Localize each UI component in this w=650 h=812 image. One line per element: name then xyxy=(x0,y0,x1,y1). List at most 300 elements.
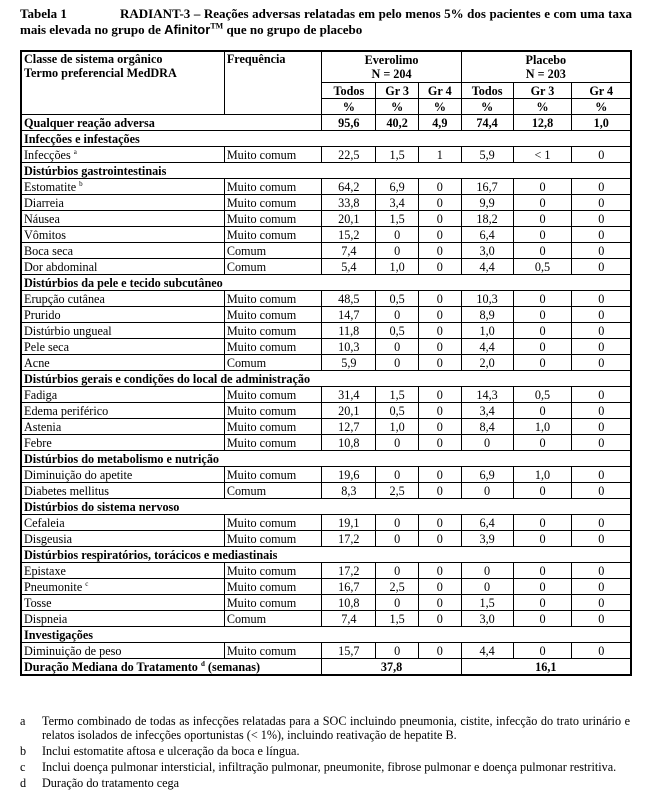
value-cell: 1,5 xyxy=(376,611,419,627)
value-cell: 14,3 xyxy=(461,387,513,403)
table-row xyxy=(21,211,631,227)
term-cell xyxy=(21,467,224,483)
any-reaction-value: 74,4 xyxy=(461,115,513,131)
value-cell: 0,5 xyxy=(376,291,419,307)
value-cell: 0 xyxy=(418,387,461,403)
caption-text-after: que no grupo de placebo xyxy=(223,22,363,37)
section-title: Distúrbios gastrointestinais xyxy=(21,163,631,179)
frequency-cell: Muito comum xyxy=(224,387,322,403)
value-cell: 0,5 xyxy=(513,387,572,403)
value-cell: 0 xyxy=(376,243,419,259)
any-reaction-row xyxy=(21,115,631,131)
caption-text-before: RADIANT-3 – Reações adversas relatadas em pelo menos 5% dos pacientes e com uma taxa mais elevada no grupo de xyxy=(20,6,632,37)
value-cell: 2,5 xyxy=(376,579,419,595)
value-cell: 0 xyxy=(513,307,572,323)
footnote-mark: c xyxy=(20,760,26,774)
header-sub-label: Todos xyxy=(322,83,376,99)
frequency-cell: Muito comum xyxy=(224,179,322,195)
value-cell: 12,7 xyxy=(322,419,376,435)
section-title: Distúrbios do sistema nervoso xyxy=(21,499,631,515)
value-cell: 19,1 xyxy=(322,515,376,531)
value-cell: 18,2 xyxy=(461,211,513,227)
term-cell xyxy=(21,211,224,227)
value-cell: 0 xyxy=(461,579,513,595)
value-cell: 0 xyxy=(418,243,461,259)
term-cell xyxy=(21,643,224,659)
table-row xyxy=(21,643,631,659)
value-cell: 1,0 xyxy=(513,467,572,483)
value-cell: 6,9 xyxy=(461,467,513,483)
term-cell xyxy=(21,339,224,355)
value-cell: 16,7 xyxy=(322,579,376,595)
footnote-text: Termo combinado de todas as infecções relatadas para a SOC incluindo pneumonia, cistite, infecção do trato urinário e relatos isolados de infecções oportunistas (< 1%), incluindo reativação de hepatite B. xyxy=(42,714,630,742)
table-row xyxy=(21,291,631,307)
duration-label: Duração Mediana do Tratamento xyxy=(24,659,198,674)
table-row xyxy=(21,483,631,499)
section-row xyxy=(21,547,631,563)
value-cell: 14,7 xyxy=(322,307,376,323)
footnote-mark: d xyxy=(20,776,27,790)
value-cell: 0 xyxy=(418,355,461,371)
footnote-text: Inclui doença pulmonar intersticial, infiltração pulmonar, pneumonite, fibrose pulmonar e doença pulmonar restritiva. xyxy=(42,760,617,774)
value-cell: 0,5 xyxy=(376,323,419,339)
value-cell: 0 xyxy=(572,515,631,531)
value-cell: 3,4 xyxy=(461,403,513,419)
value-cell: 3,0 xyxy=(461,611,513,627)
value-cell: 10,8 xyxy=(322,595,376,611)
table-row xyxy=(21,355,631,371)
frequency-cell: Muito comum xyxy=(224,579,322,595)
value-cell: 0 xyxy=(572,435,631,451)
header-sub-label: Gr 4 xyxy=(418,83,461,99)
frequency-cell: Comum xyxy=(224,483,322,499)
value-cell: 0 xyxy=(376,515,419,531)
value-cell: 20,1 xyxy=(322,211,376,227)
value-cell: 0 xyxy=(572,611,631,627)
value-cell: 0 xyxy=(461,435,513,451)
value-cell: 0 xyxy=(572,579,631,595)
value-cell: 0 xyxy=(418,563,461,579)
value-cell: 31,4 xyxy=(322,387,376,403)
any-reaction-value: 4,9 xyxy=(418,115,461,131)
value-cell: 0 xyxy=(376,227,419,243)
term-label: Febre xyxy=(24,435,52,450)
header-row-groups xyxy=(21,51,631,83)
frequency-cell: Muito comum xyxy=(224,435,322,451)
header-placebo-name: Placebo xyxy=(525,53,567,67)
term-label: Fadiga xyxy=(24,387,58,402)
value-cell: 0 xyxy=(572,467,631,483)
value-cell: 0 xyxy=(461,563,513,579)
value-cell: 0 xyxy=(513,403,572,419)
duration-everolimo: 37,8 xyxy=(322,659,461,676)
value-cell: 22,5 xyxy=(322,147,376,163)
table-row xyxy=(21,387,631,403)
term-cell xyxy=(21,323,224,339)
section-row xyxy=(21,627,631,643)
any-reaction-value: 40,2 xyxy=(376,115,419,131)
frequency-cell: Muito comum xyxy=(224,291,322,307)
frequency-cell: Muito comum xyxy=(224,147,322,163)
value-cell: 1,5 xyxy=(461,595,513,611)
section-title: Distúrbios do metabolismo e nutrição xyxy=(21,451,631,467)
frequency-cell: Comum xyxy=(224,259,322,275)
value-cell: 11,8 xyxy=(322,323,376,339)
value-cell: 0 xyxy=(376,643,419,659)
value-cell: 1,5 xyxy=(376,387,419,403)
value-cell: 0 xyxy=(572,339,631,355)
value-cell: 0 xyxy=(418,179,461,195)
value-cell: 0 xyxy=(376,595,419,611)
value-cell: 7,4 xyxy=(322,611,376,627)
value-cell: 0 xyxy=(418,483,461,499)
value-cell: 0 xyxy=(513,323,572,339)
duration-unit: (semanas) xyxy=(207,659,261,674)
term-label: Vômitos xyxy=(24,227,66,242)
value-cell: 19,6 xyxy=(322,467,376,483)
value-cell: 0 xyxy=(513,355,572,371)
value-cell: 10,8 xyxy=(322,435,376,451)
value-cell: 0 xyxy=(376,435,419,451)
value-cell: 33,8 xyxy=(322,195,376,211)
section-title: Distúrbios da pele e tecido subcutâneo xyxy=(21,275,631,291)
duration-placebo: 16,1 xyxy=(461,659,631,676)
term-label: Pele seca xyxy=(24,339,70,354)
value-cell: 0 xyxy=(418,211,461,227)
value-cell: 0 xyxy=(376,307,419,323)
header-frequency: Frequência xyxy=(224,51,322,115)
value-cell: 4,4 xyxy=(461,259,513,275)
footnote-text: Duração do tratamento cega xyxy=(42,776,180,790)
value-cell: 0 xyxy=(572,419,631,435)
value-cell: 0 xyxy=(513,563,572,579)
value-cell: 0 xyxy=(572,243,631,259)
caption-label: Tabela 1 xyxy=(20,6,67,21)
value-cell: 0 xyxy=(572,355,631,371)
table-row xyxy=(21,243,631,259)
term-cell xyxy=(21,195,224,211)
value-cell: 0 xyxy=(418,291,461,307)
value-cell: 0 xyxy=(418,227,461,243)
value-cell: 0 xyxy=(572,259,631,275)
value-cell: 0 xyxy=(418,259,461,275)
header-everolimo-name: Everolimo xyxy=(364,53,419,67)
term-cell xyxy=(21,307,224,323)
value-cell: 10,3 xyxy=(322,339,376,355)
table-row xyxy=(21,595,631,611)
section-title: Investigações xyxy=(21,627,631,643)
value-cell: 3,0 xyxy=(461,243,513,259)
value-cell: < 1 xyxy=(513,147,572,163)
term-cell xyxy=(21,259,224,275)
value-cell: 64,2 xyxy=(322,179,376,195)
value-cell: 0 xyxy=(513,643,572,659)
frequency-cell: Muito comum xyxy=(224,339,322,355)
header-sub-label: Gr 3 xyxy=(513,83,572,99)
section-row xyxy=(21,131,631,147)
term-label: Infecções xyxy=(24,147,71,162)
term-cell xyxy=(21,515,224,531)
value-cell: 0 xyxy=(572,179,631,195)
caption-brand-mark: TM xyxy=(210,21,224,31)
footnote xyxy=(20,776,630,790)
table-row xyxy=(21,339,631,355)
value-cell: 1,0 xyxy=(376,419,419,435)
value-cell: 0 xyxy=(572,595,631,611)
value-cell: 16,7 xyxy=(461,179,513,195)
value-cell: 48,5 xyxy=(322,291,376,307)
value-cell: 0 xyxy=(376,563,419,579)
term-label: Dispneia xyxy=(24,611,68,626)
footnote-mark: a xyxy=(20,714,26,728)
frequency-cell: Muito comum xyxy=(224,403,322,419)
table-row xyxy=(21,579,631,595)
value-cell: 6,4 xyxy=(461,515,513,531)
table-row xyxy=(21,195,631,211)
value-cell: 0 xyxy=(513,579,572,595)
value-cell: 8,3 xyxy=(322,483,376,499)
value-cell: 3,4 xyxy=(376,195,419,211)
value-cell: 0 xyxy=(513,243,572,259)
value-cell: 0 xyxy=(572,195,631,211)
footnotes xyxy=(20,714,630,792)
value-cell: 4,4 xyxy=(461,643,513,659)
header-group-placebo xyxy=(461,51,631,83)
value-cell: 0 xyxy=(572,291,631,307)
term-cell xyxy=(21,243,224,259)
value-cell: 0 xyxy=(513,291,572,307)
value-cell: 0 xyxy=(513,515,572,531)
value-cell: 0 xyxy=(513,339,572,355)
section-title: Infecções e infestações xyxy=(21,131,631,147)
section-row xyxy=(21,163,631,179)
value-cell: 0 xyxy=(572,227,631,243)
frequency-cell: Muito comum xyxy=(224,419,322,435)
value-cell: 17,2 xyxy=(322,563,376,579)
term-label: Disgeusia xyxy=(24,531,73,546)
value-cell: 0 xyxy=(513,483,572,499)
table-row xyxy=(21,419,631,435)
header-unit: % xyxy=(322,99,376,115)
value-cell: 2,0 xyxy=(461,355,513,371)
caption-brand: Afinitor xyxy=(164,22,211,37)
value-cell: 0 xyxy=(418,467,461,483)
any-reaction-label: Qualquer reação adversa xyxy=(21,115,322,131)
value-cell: 0 xyxy=(418,595,461,611)
section-row xyxy=(21,451,631,467)
value-cell: 0 xyxy=(376,467,419,483)
table-row xyxy=(21,323,631,339)
value-cell: 0 xyxy=(418,419,461,435)
duration-row xyxy=(21,659,631,676)
value-cell: 0 xyxy=(572,323,631,339)
value-cell: 0 xyxy=(513,435,572,451)
value-cell: 0 xyxy=(572,403,631,419)
term-label: Diarreia xyxy=(24,195,64,210)
frequency-cell: Muito comum xyxy=(224,531,322,547)
value-cell: 0 xyxy=(572,483,631,499)
value-cell: 1,5 xyxy=(376,147,419,163)
footnote-marker: a xyxy=(73,147,77,156)
table-row xyxy=(21,531,631,547)
value-cell: 1,0 xyxy=(376,259,419,275)
frequency-cell: Muito comum xyxy=(224,323,322,339)
header-sub-label: Todos xyxy=(461,83,513,99)
value-cell: 0 xyxy=(376,339,419,355)
value-cell: 0 xyxy=(572,147,631,163)
term-cell xyxy=(21,531,224,547)
term-cell xyxy=(21,563,224,579)
value-cell: 0 xyxy=(513,195,572,211)
frequency-cell: Comum xyxy=(224,355,322,371)
value-cell: 10,3 xyxy=(461,291,513,307)
header-group-everolimo xyxy=(322,51,461,83)
table-row xyxy=(21,227,631,243)
value-cell: 0 xyxy=(513,595,572,611)
header-unit: % xyxy=(513,99,572,115)
term-cell xyxy=(21,483,224,499)
value-cell: 0,5 xyxy=(513,259,572,275)
value-cell: 15,7 xyxy=(322,643,376,659)
table-row xyxy=(21,307,631,323)
table-row xyxy=(21,611,631,627)
value-cell: 0 xyxy=(572,307,631,323)
frequency-cell: Muito comum xyxy=(224,515,322,531)
header-sub-label: Gr 4 xyxy=(572,83,631,99)
value-cell: 15,2 xyxy=(322,227,376,243)
value-cell: 1,0 xyxy=(461,323,513,339)
header-soc-line2: Termo preferencial MedDRA xyxy=(24,66,177,80)
duration-label-cell xyxy=(21,659,322,676)
value-cell: 4,4 xyxy=(461,339,513,355)
term-cell xyxy=(21,291,224,307)
term-label: Diminuição de peso xyxy=(24,643,122,658)
footnote xyxy=(20,760,630,774)
frequency-cell: Comum xyxy=(224,243,322,259)
frequency-cell: Muito comum xyxy=(224,563,322,579)
value-cell: 0 xyxy=(572,563,631,579)
frequency-cell: Muito comum xyxy=(224,227,322,243)
value-cell: 6,4 xyxy=(461,227,513,243)
value-cell: 1,5 xyxy=(376,211,419,227)
section-row xyxy=(21,275,631,291)
value-cell: 1,0 xyxy=(513,419,572,435)
footnote xyxy=(20,744,630,758)
header-everolimo-n: N = 204 xyxy=(371,67,412,81)
value-cell: 0 xyxy=(513,227,572,243)
any-reaction-value: 12,8 xyxy=(513,115,572,131)
value-cell: 0 xyxy=(513,611,572,627)
footnote-marker: c xyxy=(85,579,89,588)
term-label: Tosse xyxy=(24,595,52,610)
value-cell: 0 xyxy=(418,195,461,211)
section-title: Distúrbios respiratórios, torácicos e mediastinais xyxy=(21,547,631,563)
value-cell: 0,5 xyxy=(376,403,419,419)
value-cell: 6,9 xyxy=(376,179,419,195)
header-placebo-n: N = 203 xyxy=(525,67,566,81)
value-cell: 0 xyxy=(461,483,513,499)
footnote-marker: b xyxy=(79,179,83,188)
any-reaction-value: 95,6 xyxy=(322,115,376,131)
term-cell xyxy=(21,355,224,371)
header-unit: % xyxy=(461,99,513,115)
footnote-marker: d xyxy=(200,659,205,668)
table-row xyxy=(21,515,631,531)
term-label: Pneumonite xyxy=(24,579,83,594)
value-cell: 0 xyxy=(418,643,461,659)
value-cell: 5,9 xyxy=(322,355,376,371)
term-label: Edema periférico xyxy=(24,403,109,418)
value-cell: 0 xyxy=(418,339,461,355)
frequency-cell: Muito comum xyxy=(224,643,322,659)
term-cell xyxy=(21,435,224,451)
term-cell xyxy=(21,387,224,403)
value-cell: 0 xyxy=(513,211,572,227)
value-cell: 2,5 xyxy=(376,483,419,499)
table-row xyxy=(21,435,631,451)
term-label: Diabetes mellitus xyxy=(24,483,109,498)
value-cell: 0 xyxy=(513,531,572,547)
term-cell xyxy=(21,227,224,243)
value-cell: 20,1 xyxy=(322,403,376,419)
term-cell xyxy=(21,611,224,627)
value-cell: 0 xyxy=(418,403,461,419)
section-row xyxy=(21,371,631,387)
term-label: Estomatite xyxy=(24,179,77,194)
value-cell: 1 xyxy=(418,147,461,163)
term-label: Epistaxe xyxy=(24,563,66,578)
term-label: Boca seca xyxy=(24,243,74,258)
value-cell: 5,9 xyxy=(461,147,513,163)
table-body xyxy=(21,51,631,675)
term-cell xyxy=(21,419,224,435)
term-cell xyxy=(21,179,224,195)
value-cell: 0 xyxy=(418,323,461,339)
term-cell xyxy=(21,403,224,419)
value-cell: 0 xyxy=(418,531,461,547)
table-row xyxy=(21,563,631,579)
value-cell: 0 xyxy=(418,307,461,323)
header-unit: % xyxy=(418,99,461,115)
value-cell: 8,9 xyxy=(461,307,513,323)
frequency-cell: Muito comum xyxy=(224,307,322,323)
adverse-reactions-table xyxy=(20,50,632,676)
header-unit: % xyxy=(572,99,631,115)
header-unit: % xyxy=(376,99,419,115)
term-label: Astenia xyxy=(24,419,62,434)
value-cell: 0 xyxy=(418,579,461,595)
table-row xyxy=(21,403,631,419)
term-label: Diminuição do apetite xyxy=(24,467,133,482)
term-label: Dor abdominal xyxy=(24,259,98,274)
value-cell: 0 xyxy=(572,211,631,227)
table-row xyxy=(21,179,631,195)
table-row xyxy=(21,259,631,275)
frequency-cell: Muito comum xyxy=(224,595,322,611)
value-cell: 0 xyxy=(572,531,631,547)
term-cell xyxy=(21,147,224,163)
value-cell: 0 xyxy=(572,643,631,659)
value-cell: 0 xyxy=(418,435,461,451)
value-cell: 0 xyxy=(418,611,461,627)
footnote-text: Inclui estomatite aftosa e ulceração da boca e língua. xyxy=(42,744,300,758)
frequency-cell: Muito comum xyxy=(224,467,322,483)
footnote-mark: b xyxy=(20,744,27,758)
value-cell: 0 xyxy=(376,355,419,371)
frequency-cell: Comum xyxy=(224,611,322,627)
value-cell: 5,4 xyxy=(322,259,376,275)
header-sub-label: Gr 3 xyxy=(376,83,419,99)
